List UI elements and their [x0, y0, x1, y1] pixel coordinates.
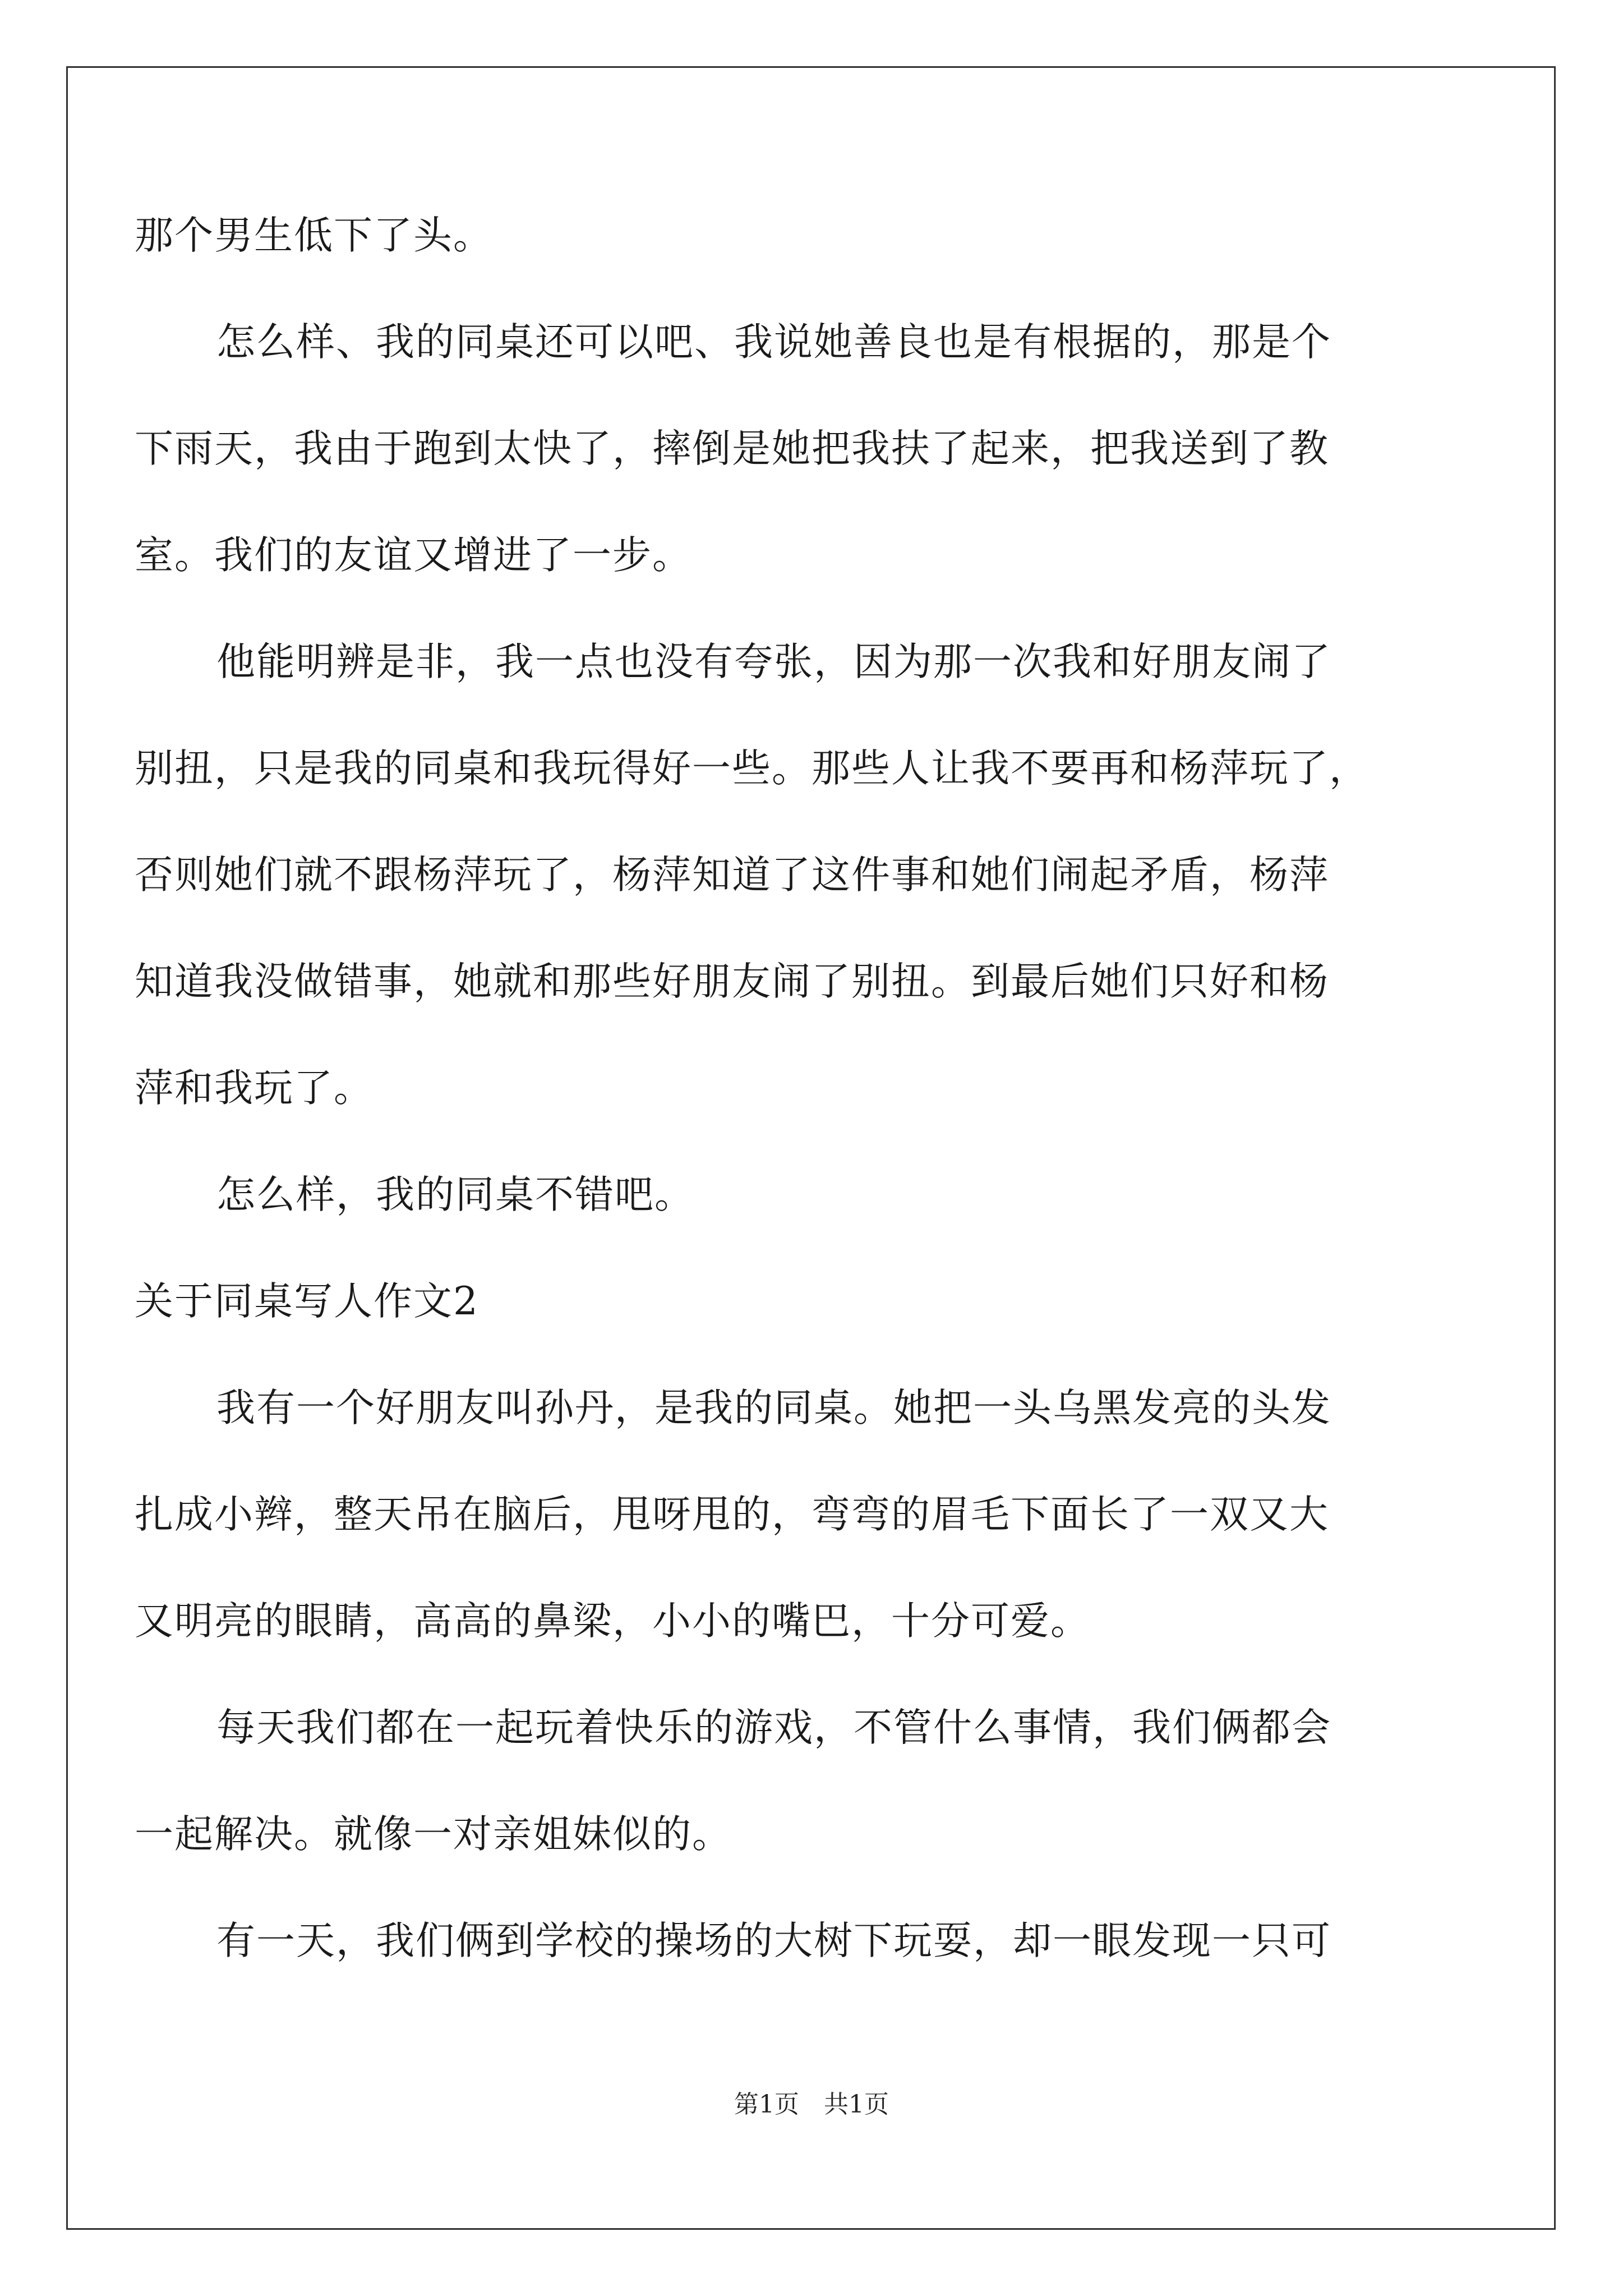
text-line: 知道我没做错事，她就和那些好朋友闹了别扭。到最后她们只好和杨	[135, 959, 1329, 1004]
page-border	[66, 66, 1556, 2230]
paragraph-first-line: 有一天，我们俩到学校的操场的大树下玩耍，却一眼发现一只可	[216, 1918, 1331, 1963]
page-number-current: 第1页	[734, 2090, 799, 2119]
text-line: 又明亮的眼睛，高高的鼻梁，小小的嘴巴，十分可爱。	[135, 1599, 1090, 1644]
text-line: 下雨天，我由于跑到太快了，摔倒是她把我扶了起来，把我送到了教	[135, 426, 1329, 471]
text-line: 扎成小辫，整天吊在脑后，甩呀甩的，弯弯的眉毛下面长了一双又大	[135, 1492, 1329, 1537]
paragraph-first-line: 怎么样，我的同桌不错吧。	[216, 1172, 694, 1217]
text-line: 否则她们就不跟杨萍玩了，杨萍知道了这件事和她们闹起矛盾，杨萍	[135, 853, 1329, 898]
text-line: 萍和我玩了。	[135, 1066, 374, 1111]
page-number-total: 共1页	[824, 2090, 889, 2119]
paragraph-first-line: 他能明辨是非，我一点也没有夸张，因为那一次我和好朋友闹了	[216, 639, 1331, 684]
section-heading: 关于同桌写人作文2	[135, 1279, 479, 1324]
paragraph-first-line: 每天我们都在一起玩着快乐的游戏，不管什么事情，我们俩都会	[216, 1705, 1331, 1750]
text-line: 室。我们的友谊又增进了一步。	[135, 533, 692, 578]
page-footer	[0, 2089, 1623, 2120]
text-line: 那个男生低下了头。	[135, 213, 493, 258]
paragraph-first-line: 怎么样、我的同桌还可以吧、我说她善良也是有根据的，那是个	[216, 320, 1331, 365]
paragraph-first-line: 我有一个好朋友叫孙丹，是我的同桌。她把一头乌黑发亮的头发	[216, 1386, 1331, 1430]
text-line: 别扭，只是我的同桌和我玩得好一些。那些人让我不要再和杨萍玩了，	[135, 746, 1369, 791]
text-line: 一起解决。就像一对亲姐妹似的。	[135, 1812, 732, 1857]
